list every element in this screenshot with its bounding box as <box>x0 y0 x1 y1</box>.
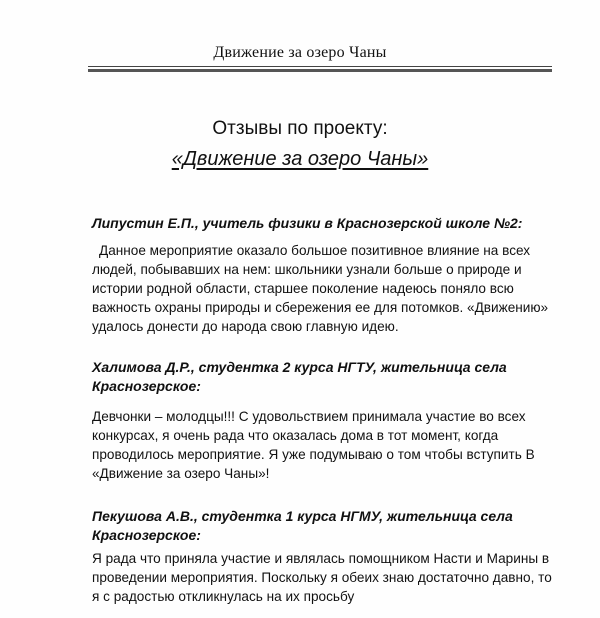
running-header: Движение за озеро Чаны <box>213 44 387 61</box>
project-name: «Движение за озеро Чаны» <box>171 148 429 170</box>
header-rule-thick <box>88 69 552 72</box>
review-text-2: Девчонки – молодцы!!! С удовольствием принимала участие во всех конкурсах, я очень рада что оказалась дома в тот момент, когда проводилось мероприятие. Я уже подумываю о том чтобы вступить В «Движение за озеро Чаны»! <box>92 409 535 481</box>
document-title: Отзывы по проекту: <box>212 118 388 139</box>
review-author-1: Липустин Е.П., учитель физики в Краснозерской школе №2: <box>92 215 523 231</box>
review-text-3: Я рада что приняла участие и являлась помощником Насти и Марины в проведении мероприятия. Поскольку я обеих знаю достаточно давно, то я с радостью откликнулась на их просьбу <box>92 551 552 604</box>
review-text-1: Данное мероприятие оказало большое позитивное влияние на всех людей, побывавших на нем: школьники узнали больше о природе и истории родной области, старшее поколение надеюсь поняло всю важность охраны природы и сбережения ее для потомков. «Движению» удалось донести до народа свою главную идею. <box>92 243 549 334</box>
review-author-2: Халимова Д.Р., студентка 2 курса НГТУ, жительница села Краснозерское: <box>92 359 507 394</box>
header-rule <box>88 66 552 67</box>
review-author-3: Пекушова А.В., студентка 1 курса НГМУ, жительница села Краснозерское: <box>92 508 513 543</box>
